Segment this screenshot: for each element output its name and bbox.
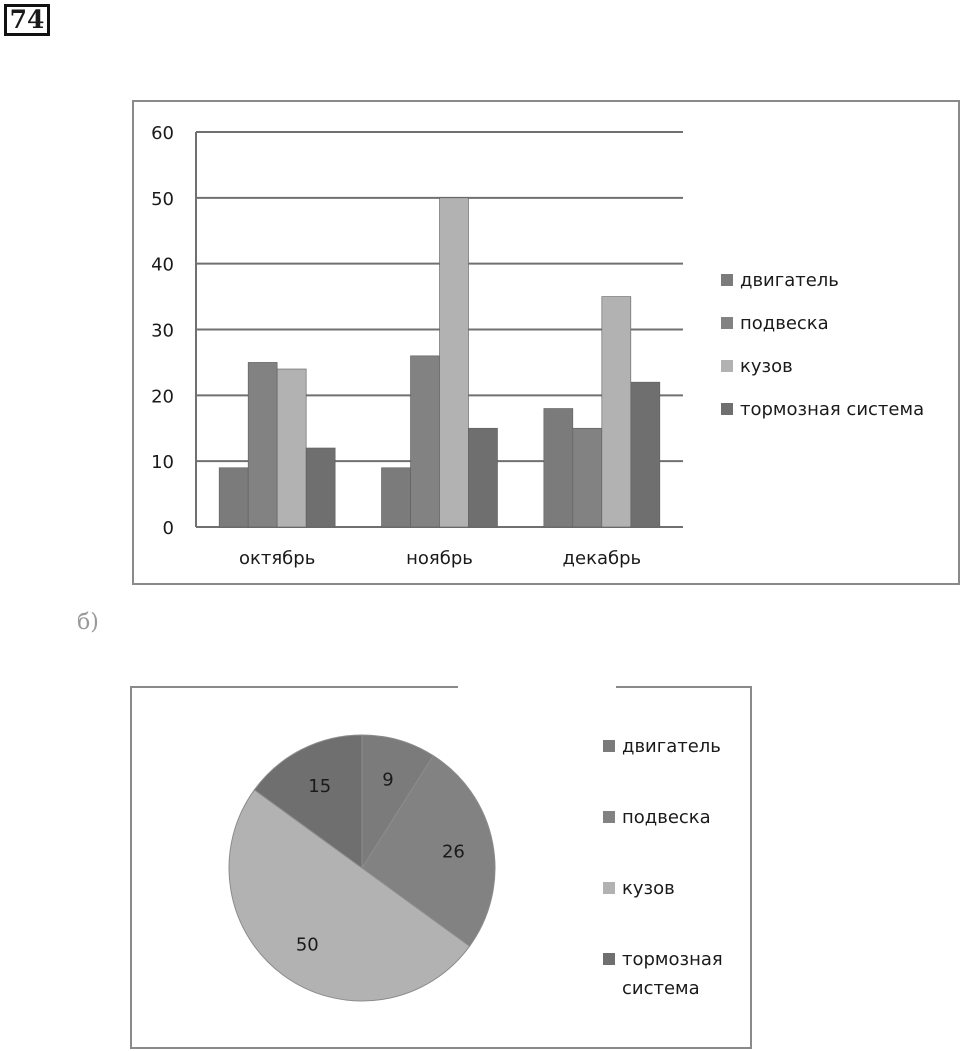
bar-chart-x-axis	[239, 548, 641, 569]
y-tick-label: 60	[151, 123, 174, 144]
bar-1-3	[544, 409, 573, 528]
legend-swatch	[721, 360, 733, 372]
legend-swatch	[721, 403, 733, 415]
legend-label: подвеска	[740, 313, 829, 334]
legend-label: подвеска	[622, 807, 711, 828]
y-tick-label: 10	[151, 452, 174, 474]
legend-label: тормозная система	[740, 399, 925, 420]
legend-label: система	[622, 978, 700, 999]
bar-1-1	[219, 468, 248, 527]
pie-value-label: 50	[295, 934, 319, 956]
y-tick-label: 40	[151, 254, 174, 276]
bar-3-3	[602, 297, 631, 527]
pie-chart-frame	[130, 686, 752, 1049]
pie-value-label: 15	[308, 776, 332, 798]
bar-chart	[134, 102, 958, 583]
y-tick-label: 30	[151, 320, 174, 342]
legend-swatch	[603, 811, 615, 823]
pie-value-label: 26	[441, 841, 465, 863]
bar-2-2	[411, 356, 440, 527]
bar-4-1	[306, 448, 335, 527]
x-tick-label: ноябрь	[406, 548, 473, 569]
bar-chart-bars	[219, 198, 660, 527]
pie-frame-gap	[458, 680, 616, 690]
bar-3-1	[277, 369, 306, 527]
legend-swatch	[603, 882, 615, 894]
problem-number: 74	[4, 4, 50, 36]
legend-label: кузов	[740, 356, 793, 377]
pie-chart	[132, 688, 750, 1047]
bar-chart-y-axis	[151, 123, 174, 539]
y-tick-label: 50	[151, 188, 174, 210]
legend-label: тормозная	[622, 949, 723, 970]
pie-chart-legend	[603, 736, 723, 999]
bar-4-3	[631, 382, 660, 527]
bar-1-2	[382, 468, 411, 527]
legend-swatch	[721, 317, 733, 329]
legend-label: кузов	[622, 878, 675, 899]
legend-swatch	[721, 274, 733, 286]
bar-chart-frame	[132, 100, 960, 585]
bar-2-3	[573, 428, 602, 527]
legend-label: двигатель	[622, 736, 721, 757]
x-tick-label: октябрь	[238, 548, 316, 569]
y-tick-label: 20	[151, 386, 174, 408]
part-label: б)	[77, 610, 99, 635]
bar-3-2	[440, 198, 469, 527]
x-tick-label: декабрь	[562, 548, 642, 569]
pie-value-label: 9	[382, 769, 394, 791]
y-tick-label: 0	[162, 518, 174, 539]
legend-label: двигатель	[740, 270, 839, 291]
legend-swatch	[603, 953, 615, 965]
bar-2-1	[248, 362, 277, 527]
bar-4-2	[469, 428, 498, 527]
pie-chart-slices	[229, 735, 495, 1001]
legend-swatch	[603, 740, 615, 752]
bar-chart-legend	[721, 270, 924, 420]
